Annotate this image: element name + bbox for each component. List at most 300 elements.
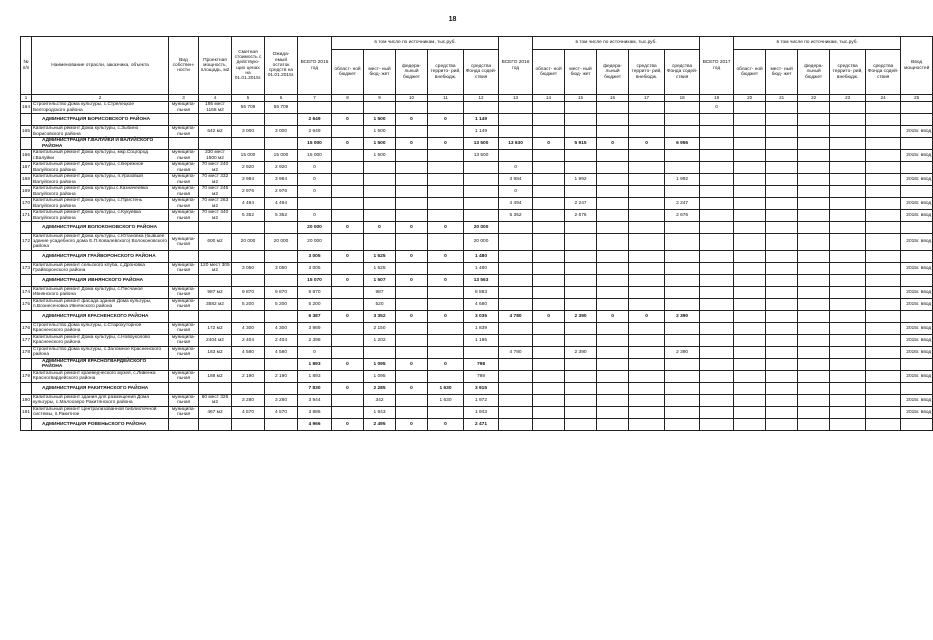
table-cell bbox=[830, 250, 866, 262]
table-cell bbox=[332, 346, 364, 358]
column-number: 4 bbox=[199, 95, 232, 102]
table-cell: 2 976 bbox=[232, 186, 265, 198]
table-cell bbox=[499, 406, 533, 418]
table-cell bbox=[629, 262, 665, 274]
table-cell bbox=[565, 186, 597, 198]
column-number: 11 bbox=[428, 95, 464, 102]
table-cell bbox=[533, 198, 565, 210]
table-cell bbox=[332, 198, 364, 210]
table-cell: 5 352 bbox=[265, 210, 298, 222]
table-cell bbox=[629, 114, 665, 126]
table-cell: 2015г. ввод bbox=[901, 406, 933, 418]
table-cell: 987 м2 bbox=[199, 286, 232, 298]
table-cell bbox=[396, 286, 428, 298]
table-cell bbox=[396, 126, 428, 138]
table-cell: 0 bbox=[629, 138, 665, 150]
table-cell bbox=[700, 274, 734, 286]
table-cell: 1 507 bbox=[364, 274, 396, 286]
table-cell: 8 883 bbox=[464, 286, 499, 298]
table-cell bbox=[332, 334, 364, 346]
table-cell bbox=[866, 186, 901, 198]
table-cell: 1 992 bbox=[665, 174, 700, 186]
table-cell bbox=[830, 126, 866, 138]
table-cell bbox=[565, 150, 597, 162]
col-header-sources-2015: в том числе по источникам, тыс.руб. bbox=[332, 37, 499, 50]
table-cell: 2 976 bbox=[265, 186, 298, 198]
table-cell bbox=[665, 406, 700, 418]
table-cell: 0 bbox=[332, 418, 364, 430]
cell-number bbox=[21, 138, 32, 150]
table-cell: муниципа- льная bbox=[169, 346, 199, 358]
table-cell bbox=[428, 234, 464, 251]
table-cell bbox=[665, 334, 700, 346]
table-cell: 20 000 bbox=[464, 234, 499, 251]
table-row bbox=[21, 102, 933, 114]
table-cell bbox=[866, 250, 901, 262]
cell-name: Капитальный ремонт краеведческого музея, с.Ливенка Красногвардейского района bbox=[32, 370, 169, 382]
table-cell: 0 bbox=[332, 358, 364, 370]
table-cell bbox=[700, 138, 734, 150]
cell-number bbox=[21, 250, 32, 262]
table-cell: 2015г. ввод bbox=[901, 394, 933, 406]
table-cell: 2 676 bbox=[565, 210, 597, 222]
table-cell bbox=[766, 406, 798, 418]
column-number: 24 bbox=[866, 95, 901, 102]
table-cell bbox=[499, 298, 533, 310]
table-cell: 0 bbox=[396, 358, 428, 370]
table-cell: 15 000 bbox=[298, 138, 332, 150]
table-cell: 15 000 bbox=[298, 150, 332, 162]
table-cell: 15 000 bbox=[232, 150, 265, 162]
table-cell bbox=[597, 210, 629, 222]
table-cell: 987 bbox=[364, 286, 396, 298]
cell-name: Строительство Дома культуры, с.Старохуторное Красненского района bbox=[32, 322, 169, 334]
table-cell bbox=[734, 210, 766, 222]
table-cell bbox=[866, 310, 901, 322]
table-cell bbox=[597, 406, 629, 418]
table-cell bbox=[597, 234, 629, 251]
table-cell: 2015г. ввод bbox=[901, 322, 933, 334]
table-body bbox=[21, 102, 933, 431]
cell-number bbox=[21, 114, 32, 126]
table-cell: 2015г. ввод bbox=[901, 286, 933, 298]
table-cell bbox=[565, 394, 597, 406]
table-cell bbox=[533, 418, 565, 430]
table-cell bbox=[464, 186, 499, 198]
table-cell bbox=[798, 334, 830, 346]
table-cell bbox=[766, 346, 798, 358]
table-cell bbox=[734, 382, 766, 394]
table-cell: 3 005 bbox=[298, 250, 332, 262]
table-cell: 0 bbox=[298, 174, 332, 186]
table-cell bbox=[830, 150, 866, 162]
table-cell bbox=[232, 250, 265, 262]
table-cell bbox=[364, 198, 396, 210]
table-cell bbox=[798, 138, 830, 150]
table-cell bbox=[766, 138, 798, 150]
table-cell: муниципа- льная bbox=[169, 150, 199, 162]
table-cell: 0 bbox=[298, 346, 332, 358]
table-cell: 2 390 bbox=[665, 310, 700, 322]
table-cell: 5 352 bbox=[232, 210, 265, 222]
table-cell: 0 bbox=[298, 186, 332, 198]
table-cell: муниципа- льная bbox=[169, 406, 199, 418]
table-cell: 0 bbox=[428, 310, 464, 322]
cell-name: Капитальный ремонт Дома культуры, с.Пристень Валуйского района bbox=[32, 198, 169, 210]
table-cell bbox=[830, 394, 866, 406]
table-cell bbox=[901, 382, 933, 394]
column-number: 22 bbox=[798, 95, 830, 102]
cell-name: Капитальный ремонт Дома культуры, с.Песчаное Ивнянского района bbox=[32, 286, 169, 298]
table-cell: 0 bbox=[597, 310, 629, 322]
table-cell: 342 bbox=[364, 394, 396, 406]
table-cell bbox=[798, 418, 830, 430]
col-header-total-2015: ВСЕГО 2015 год bbox=[298, 37, 332, 95]
table-cell: муниципа- льная bbox=[169, 102, 199, 114]
table-cell: 0 bbox=[396, 418, 428, 430]
col-header-fund: средства Фонда содей- ствия bbox=[464, 50, 499, 95]
table-cell bbox=[734, 322, 766, 334]
table-cell bbox=[232, 418, 265, 430]
column-number: 8 bbox=[332, 95, 364, 102]
table-cell bbox=[533, 126, 565, 138]
table-cell bbox=[901, 358, 933, 370]
table-cell: 4 494 bbox=[265, 198, 298, 210]
table-cell bbox=[901, 250, 933, 262]
table-cell: 3 000 bbox=[232, 126, 265, 138]
table-cell bbox=[866, 286, 901, 298]
cell-number: 168 bbox=[21, 174, 32, 186]
table-cell bbox=[332, 162, 364, 174]
section-row bbox=[21, 138, 933, 150]
cell-name: Строительство Дома культуры, с.Заломное Красненского района bbox=[32, 346, 169, 358]
table-cell bbox=[597, 162, 629, 174]
table-cell bbox=[798, 186, 830, 198]
table-cell: 2 247 bbox=[665, 198, 700, 210]
table-cell bbox=[866, 234, 901, 251]
table-cell: 2 495 bbox=[364, 418, 396, 430]
table-cell bbox=[499, 126, 533, 138]
table-cell bbox=[830, 298, 866, 310]
table-cell bbox=[332, 234, 364, 251]
table-cell bbox=[199, 114, 232, 126]
table-cell bbox=[565, 114, 597, 126]
table-cell bbox=[396, 334, 428, 346]
cell-number: 177 bbox=[21, 334, 32, 346]
table-cell: 798 bbox=[464, 358, 499, 370]
cell-name: Капитальный ремонт фасада здания Дома культуры, п.Вознесеновка Ивнянского района bbox=[32, 298, 169, 310]
table-cell bbox=[199, 250, 232, 262]
table-cell: муниципа- льная bbox=[169, 370, 199, 382]
table-cell bbox=[665, 114, 700, 126]
table-cell: 5 915 bbox=[565, 138, 597, 150]
table-cell bbox=[533, 298, 565, 310]
table-cell bbox=[265, 382, 298, 394]
table-cell bbox=[665, 382, 700, 394]
table-cell: 9 870 bbox=[232, 286, 265, 298]
table-cell bbox=[798, 262, 830, 274]
table-cell: 1 196 bbox=[464, 334, 499, 346]
table-cell bbox=[265, 358, 298, 370]
table-cell bbox=[798, 222, 830, 234]
table-cell bbox=[533, 262, 565, 274]
column-number: 13 bbox=[499, 95, 533, 102]
table-cell bbox=[798, 370, 830, 382]
table-cell: 0 bbox=[332, 138, 364, 150]
table-cell bbox=[830, 382, 866, 394]
table-cell bbox=[533, 274, 565, 286]
table-cell bbox=[232, 310, 265, 322]
cell-number: 179 bbox=[21, 370, 32, 382]
table-cell bbox=[700, 174, 734, 186]
table-cell bbox=[766, 358, 798, 370]
cell-number bbox=[21, 222, 32, 234]
table-cell: 1 943 bbox=[464, 406, 499, 418]
table-cell bbox=[901, 114, 933, 126]
column-number: 14 bbox=[533, 95, 565, 102]
cell-number: 174 bbox=[21, 286, 32, 298]
table-cell bbox=[629, 234, 665, 251]
cell-name: АДМИНИСТРАЦИЯ ГРАЙВОРОНСКОГО РАЙОНА bbox=[32, 250, 169, 262]
table-cell: 6 955 bbox=[665, 138, 700, 150]
table-cell bbox=[428, 162, 464, 174]
table-cell bbox=[533, 186, 565, 198]
table-cell bbox=[597, 250, 629, 262]
table-cell bbox=[766, 234, 798, 251]
table-cell bbox=[798, 382, 830, 394]
table-cell bbox=[734, 250, 766, 262]
table-cell: муниципа- льная bbox=[169, 286, 199, 298]
table-cell bbox=[629, 346, 665, 358]
cell-number: 171 bbox=[21, 210, 32, 222]
cell-name: АДМИНИСТРАЦИЯ Г.ВАЛУЙКИ И ВАЛУЙСКОГО РАЙОНА bbox=[32, 138, 169, 150]
table-cell: 120 мест 305 м2 bbox=[200, 262, 230, 274]
table-cell bbox=[866, 174, 901, 186]
table-cell bbox=[199, 310, 232, 322]
table-cell bbox=[332, 322, 364, 334]
table-cell bbox=[866, 102, 901, 114]
table-cell bbox=[533, 286, 565, 298]
table-cell: муниципа- льная bbox=[169, 262, 199, 274]
table-cell: 1 893 bbox=[298, 358, 332, 370]
cell-name: Капитальный ремонт Дома культуры, п.Уразовый Валуйского района bbox=[32, 174, 169, 186]
cell-name: АДМИНИСТРАЦИЯ РОВЕНЬСКОГО РАЙОНА bbox=[32, 418, 169, 430]
column-number: 15 bbox=[565, 95, 597, 102]
table-cell bbox=[199, 358, 232, 370]
table-cell bbox=[901, 186, 933, 198]
table-cell bbox=[866, 114, 901, 126]
table-cell: 2 404 bbox=[265, 334, 298, 346]
table-row bbox=[21, 186, 933, 198]
table-cell: 600 м2 bbox=[199, 234, 232, 251]
table-cell bbox=[533, 382, 565, 394]
table-cell bbox=[766, 382, 798, 394]
table-cell bbox=[665, 262, 700, 274]
table-cell bbox=[597, 262, 629, 274]
table-cell bbox=[533, 210, 565, 222]
col-header-local: мест- ный бюд- жет bbox=[364, 50, 396, 95]
table-cell bbox=[396, 234, 428, 251]
table-cell bbox=[332, 370, 364, 382]
table-cell bbox=[866, 198, 901, 210]
table-cell bbox=[665, 102, 700, 114]
cell-number: 167 bbox=[21, 162, 32, 174]
table-cell bbox=[428, 174, 464, 186]
table-row bbox=[21, 262, 933, 274]
table-row bbox=[21, 210, 933, 222]
table-cell bbox=[265, 274, 298, 286]
table-cell bbox=[464, 198, 499, 210]
table-cell: 1 500 bbox=[364, 138, 396, 150]
table-cell bbox=[396, 346, 428, 358]
col-header-sources-2017: в том числе по источникам, тыс.руб. bbox=[734, 37, 901, 50]
table-cell bbox=[665, 250, 700, 262]
table-cell bbox=[199, 222, 232, 234]
table-cell bbox=[464, 162, 499, 174]
table-cell bbox=[766, 186, 798, 198]
cell-name: Капитальный ремонт Дома культуры, с.Новоуколово Красненского района bbox=[32, 334, 169, 346]
table-cell: 70 мест 440 м2 bbox=[199, 210, 232, 222]
table-cell bbox=[428, 102, 464, 114]
cell-name: Капитальный ремонт Дома культуры, с.Бережное Валуйского района bbox=[32, 162, 169, 174]
table-cell: 2 390 bbox=[665, 346, 700, 358]
column-number: 21 bbox=[766, 95, 798, 102]
table-cell bbox=[766, 126, 798, 138]
table-cell: 2404 м2 bbox=[199, 334, 232, 346]
col-header-federal: федера- льный бюджет bbox=[798, 50, 830, 95]
table-cell: 2 390 bbox=[565, 310, 597, 322]
column-number: 23 bbox=[830, 95, 866, 102]
table-cell bbox=[499, 334, 533, 346]
table-cell bbox=[629, 370, 665, 382]
table-cell bbox=[629, 358, 665, 370]
table-cell: 0 bbox=[629, 310, 665, 322]
table-cell bbox=[901, 274, 933, 286]
table-cell bbox=[533, 102, 565, 114]
table-cell: 3 035 bbox=[464, 310, 499, 322]
table-cell bbox=[499, 286, 533, 298]
cell-name: Капитальный ремонт Централизованной библиотечной системы, п.Ракитное bbox=[32, 406, 169, 418]
table-cell bbox=[499, 394, 533, 406]
table-cell: 1 500 bbox=[364, 150, 396, 162]
table-cell: 70 мест 246 м2 bbox=[199, 186, 232, 198]
table-cell bbox=[565, 406, 597, 418]
table-cell bbox=[665, 186, 700, 198]
table-cell bbox=[734, 138, 766, 150]
table-cell: 0 bbox=[396, 382, 428, 394]
table-cell bbox=[700, 126, 734, 138]
table-cell bbox=[866, 162, 901, 174]
table-cell bbox=[533, 394, 565, 406]
cell-name: Капитальный ремонт Дома культуры, с.Кукуевка Валуйского района bbox=[32, 210, 169, 222]
table-cell bbox=[798, 358, 830, 370]
table-cell bbox=[629, 210, 665, 222]
table-cell bbox=[766, 310, 798, 322]
table-cell bbox=[700, 382, 734, 394]
table-cell bbox=[597, 382, 629, 394]
table-cell: 0 bbox=[396, 114, 428, 126]
table-cell: муниципа- льная bbox=[169, 174, 199, 186]
column-number: 10 bbox=[396, 95, 428, 102]
table-cell: 2 150 bbox=[364, 322, 396, 334]
table-row bbox=[21, 298, 933, 310]
column-number: 6 bbox=[265, 95, 298, 102]
table-cell bbox=[665, 126, 700, 138]
cell-name: Капитальный ремонт Дома культуры, мкр.Соцгород г.Валуйки bbox=[32, 150, 169, 162]
table-cell: 1 525 bbox=[364, 250, 396, 262]
table-cell bbox=[565, 322, 597, 334]
table-cell bbox=[629, 322, 665, 334]
col-header-territorial: средства террито- рий, внебюдж. bbox=[830, 50, 866, 95]
column-number: 18 bbox=[665, 95, 700, 102]
table-row bbox=[21, 126, 933, 138]
table-cell: 2015г. ввод bbox=[901, 334, 933, 346]
col-header-ownership: Вид собствен- ности bbox=[169, 37, 199, 95]
table-cell: 0 bbox=[396, 138, 428, 150]
table-cell bbox=[396, 370, 428, 382]
table-cell bbox=[700, 346, 734, 358]
cell-name: Капитальный ремонт Дома культуры, с.Зыбино Борисовского района bbox=[32, 126, 169, 138]
section-row bbox=[21, 114, 933, 126]
table-cell bbox=[565, 370, 597, 382]
table-cell bbox=[866, 346, 901, 358]
table-row bbox=[21, 234, 933, 251]
table-cell bbox=[766, 102, 798, 114]
cell-number: 173 bbox=[21, 262, 32, 274]
table-cell bbox=[565, 418, 597, 430]
table-cell bbox=[866, 274, 901, 286]
table-cell bbox=[499, 250, 533, 262]
table-cell: 4 580 bbox=[232, 346, 265, 358]
table-cell bbox=[830, 210, 866, 222]
table-cell bbox=[866, 298, 901, 310]
table-cell bbox=[700, 322, 734, 334]
table-cell: 3 984 bbox=[232, 174, 265, 186]
cell-number bbox=[21, 382, 32, 394]
cell-number: 176 bbox=[21, 322, 32, 334]
table-row bbox=[21, 334, 933, 346]
table-cell: 0 bbox=[396, 250, 428, 262]
col-header-sources-2016: в том числе по источникам, тыс.руб. bbox=[533, 37, 700, 50]
table-cell bbox=[830, 346, 866, 358]
table-cell bbox=[565, 298, 597, 310]
table-cell bbox=[565, 126, 597, 138]
table-cell bbox=[565, 382, 597, 394]
table-cell bbox=[700, 418, 734, 430]
col-header-fund: средства Фонда содей- ствия bbox=[866, 50, 901, 95]
column-number: 1 bbox=[21, 95, 32, 102]
table-cell bbox=[798, 198, 830, 210]
table-cell: 70 мест 263 м2 bbox=[199, 198, 232, 210]
table-cell: 1 525 bbox=[364, 262, 396, 274]
table-cell bbox=[597, 370, 629, 382]
table-cell bbox=[364, 162, 396, 174]
table-cell bbox=[766, 250, 798, 262]
table-cell bbox=[597, 198, 629, 210]
table-cell bbox=[629, 150, 665, 162]
table-cell bbox=[629, 222, 665, 234]
table-cell bbox=[830, 322, 866, 334]
table-cell: 3 050 bbox=[265, 262, 298, 274]
table-cell: 0 bbox=[597, 138, 629, 150]
table-cell bbox=[364, 186, 396, 198]
table-cell bbox=[597, 298, 629, 310]
table-cell: 1 500 bbox=[364, 114, 396, 126]
table-cell bbox=[700, 286, 734, 298]
table-cell: 4 300 bbox=[232, 322, 265, 334]
table-cell bbox=[766, 222, 798, 234]
table-cell: 5 352 bbox=[499, 210, 533, 222]
